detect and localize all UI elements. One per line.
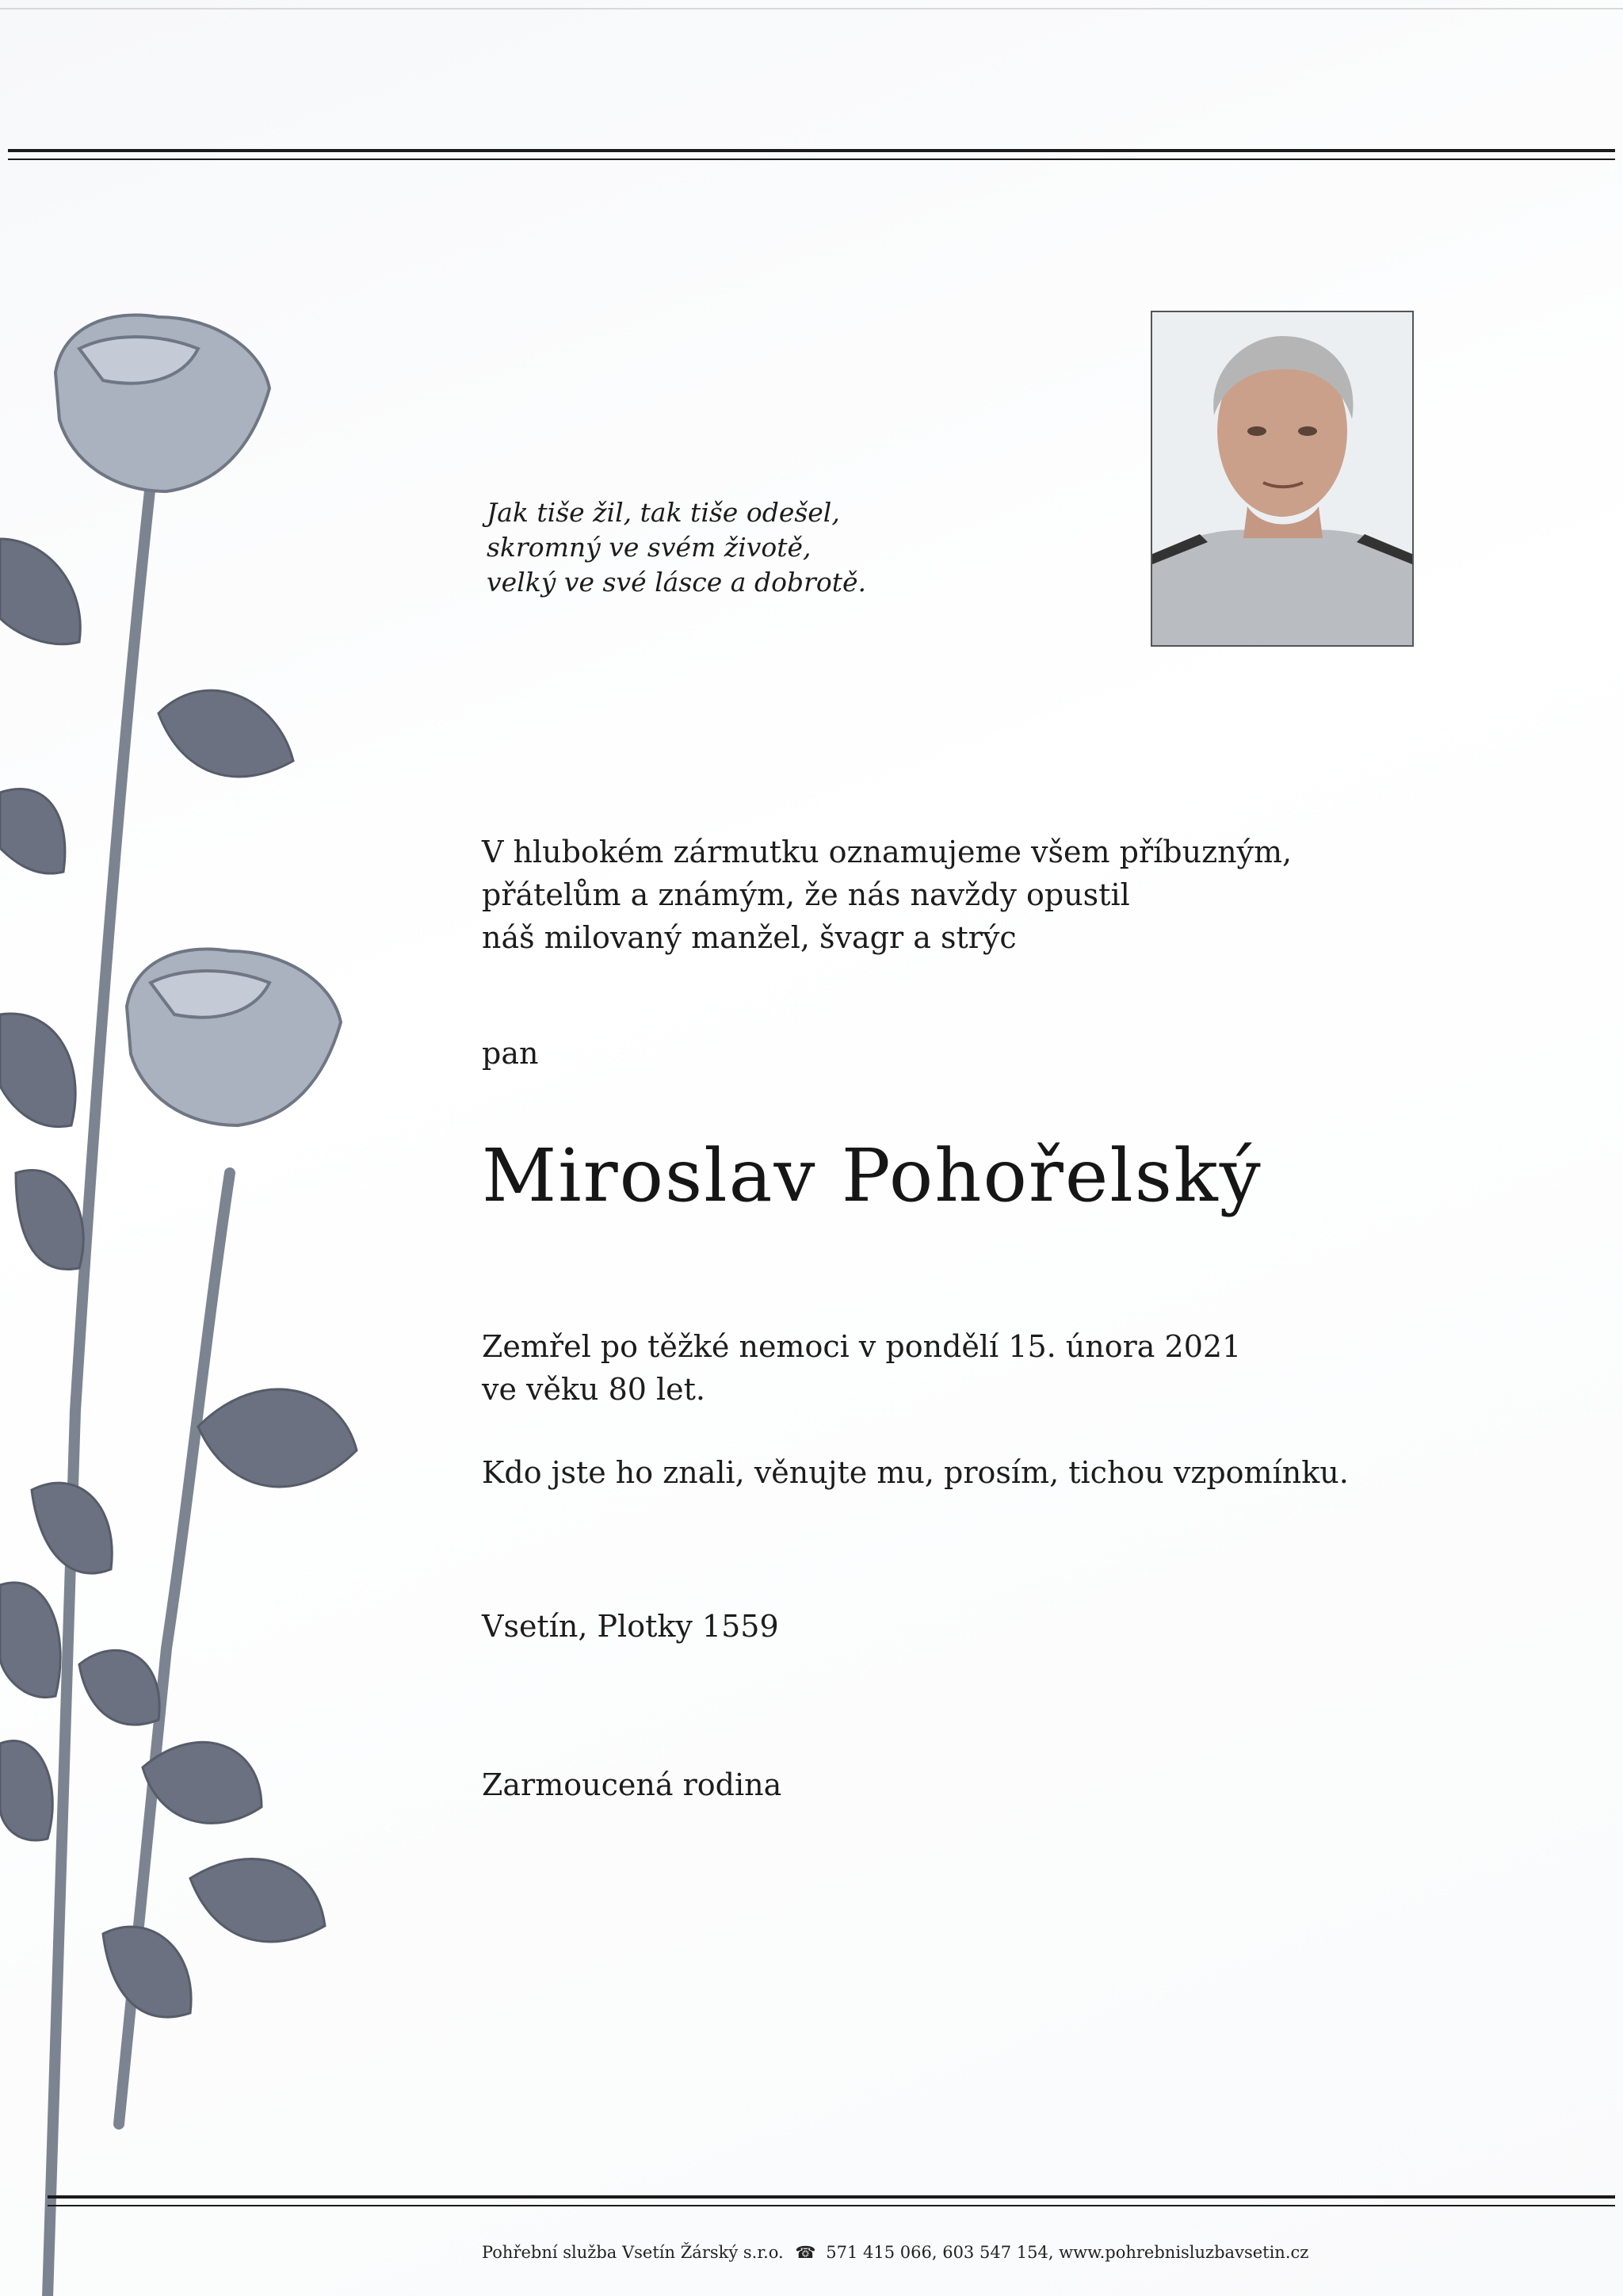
bottom-rule-thin xyxy=(48,2205,1615,2206)
footer-company: Pohřební služba Vsetín Žárský s.r.o. xyxy=(482,2243,784,2262)
motto-line: Jak tiše žil, tak tiše odešel, xyxy=(487,497,840,528)
top-rule-thin xyxy=(8,159,1615,160)
salutation: pan xyxy=(482,1036,539,1071)
deceased-name: Miroslav Pohořelský xyxy=(482,1133,1262,1218)
announcement-line: náš milovaný manžel, švagr a strýc xyxy=(482,920,1017,955)
portrait-photo xyxy=(1151,311,1414,647)
motto xyxy=(487,495,1041,600)
roses-illustration xyxy=(0,301,380,2296)
death-line: ve věku 80 let. xyxy=(482,1372,705,1407)
announcement xyxy=(482,831,1354,959)
address: Vsetín, Plotky 1559 xyxy=(482,1609,779,1644)
footer xyxy=(482,2243,1308,2262)
announcement-line: V hlubokém zármutku oznamujeme všem příbuzným, xyxy=(482,835,1293,869)
death-line: Zemřel po těžké nemoci v pondělí 15. února 2021 xyxy=(482,1329,1242,1364)
scan-edge xyxy=(0,8,1623,10)
motto-line: skromný ve svém životě, xyxy=(487,532,812,563)
death-details xyxy=(482,1325,1433,1411)
remembrance-plea: Kdo jste ho znali, věnujte mu, prosím, tichou vzpomínku. xyxy=(482,1455,1349,1490)
footer-contacts: 571 415 066, 603 547 154, www.pohrebnisluzbavsetin.cz xyxy=(826,2243,1309,2262)
signature: Zarmoucená rodina xyxy=(482,1767,782,1802)
motto-line: velký ve své lásce a dobrotě. xyxy=(487,567,866,598)
bottom-rule xyxy=(48,2195,1615,2199)
top-rule xyxy=(8,149,1615,152)
announcement-line: přátelům a známým, že nás navždy opustil xyxy=(482,877,1130,912)
phone-icon: ☎ xyxy=(795,2243,816,2262)
